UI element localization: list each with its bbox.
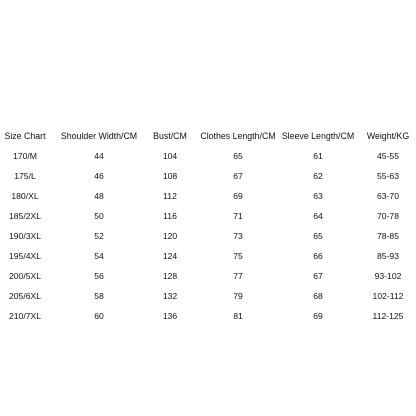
table-row — [0, 308, 416, 324]
cell-bust: 112 — [163, 191, 177, 201]
table-row — [0, 168, 416, 184]
cell-sleeve-length: 63 — [313, 191, 323, 201]
cell-sleeve-length: 65 — [313, 231, 323, 241]
cell-clothes-length: 71 — [233, 211, 243, 221]
cell-clothes-length: 69 — [233, 191, 243, 201]
cell-weight: 85-93 — [377, 251, 399, 261]
header-size-chart: Size Chart — [4, 131, 46, 141]
table-row — [0, 268, 416, 284]
cell-shoulder-width: 54 — [94, 251, 104, 261]
cell-sleeve-length: 62 — [313, 171, 323, 181]
cell-clothes-length: 75 — [233, 251, 243, 261]
cell-shoulder-width: 58 — [94, 291, 104, 301]
cell-clothes-length: 73 — [233, 231, 243, 241]
header-bust: Bust/CM — [153, 131, 187, 141]
cell-size: 205/6XL — [8, 291, 42, 301]
table-header-row — [0, 128, 416, 144]
header-sleeve-length: Sleeve Length/CM — [281, 131, 355, 141]
cell-clothes-length: 81 — [233, 311, 243, 321]
cell-weight: 78-85 — [377, 231, 399, 241]
table-row — [0, 208, 416, 224]
cell-sleeve-length: 68 — [313, 291, 323, 301]
header-weight: Weight/KG — [366, 131, 410, 141]
cell-sleeve-length: 67 — [313, 271, 323, 281]
table-row — [0, 148, 416, 164]
cell-shoulder-width: 44 — [94, 151, 104, 161]
cell-shoulder-width: 46 — [94, 171, 104, 181]
table-row — [0, 228, 416, 244]
header-clothes-length: Clothes Length/CM — [200, 131, 276, 141]
cell-bust: 104 — [162, 151, 178, 161]
cell-size: 175/L — [14, 171, 36, 181]
cell-weight: 55-63 — [377, 171, 399, 181]
cell-bust: 120 — [162, 231, 178, 241]
cell-bust: 128 — [162, 271, 178, 281]
cell-size: 200/5XL — [8, 271, 42, 281]
cell-clothes-length: 77 — [233, 271, 243, 281]
cell-weight: 93-102 — [374, 271, 402, 281]
cell-sleeve-length: 66 — [313, 251, 323, 261]
cell-bust: 136 — [162, 311, 178, 321]
cell-bust: 124 — [162, 251, 178, 261]
cell-sleeve-length: 64 — [313, 211, 323, 221]
cell-bust: 108 — [162, 171, 178, 181]
cell-size: 190/3XL — [8, 231, 42, 241]
cell-clothes-length: 67 — [233, 171, 243, 181]
cell-weight: 70-78 — [377, 211, 399, 221]
table-row — [0, 248, 416, 264]
table-row — [0, 288, 416, 304]
cell-size: 185/2XL — [8, 211, 42, 221]
cell-weight: 102-112 — [372, 291, 404, 301]
cell-weight: 63-70 — [377, 191, 399, 201]
cell-sleeve-length: 69 — [313, 311, 323, 321]
table-row — [0, 188, 416, 204]
cell-size: 195/4XL — [8, 251, 42, 261]
cell-size: 170/M — [13, 151, 37, 161]
cell-bust: 132 — [162, 291, 178, 301]
cell-clothes-length: 65 — [233, 151, 243, 161]
cell-shoulder-width: 56 — [94, 271, 104, 281]
cell-shoulder-width: 60 — [94, 311, 104, 321]
header-shoulder-width: Shoulder Width/CM — [60, 131, 138, 141]
cell-bust: 116 — [163, 211, 177, 221]
cell-shoulder-width: 50 — [94, 211, 104, 221]
cell-sleeve-length: 61 — [313, 151, 323, 161]
cell-size: 180/XL — [11, 191, 39, 201]
cell-shoulder-width: 48 — [94, 191, 104, 201]
cell-weight: 112-125 — [372, 311, 404, 321]
cell-clothes-length: 79 — [233, 291, 243, 301]
cell-shoulder-width: 52 — [94, 231, 104, 241]
cell-size: 210/7XL — [8, 311, 42, 321]
cell-weight: 45-55 — [377, 151, 399, 161]
